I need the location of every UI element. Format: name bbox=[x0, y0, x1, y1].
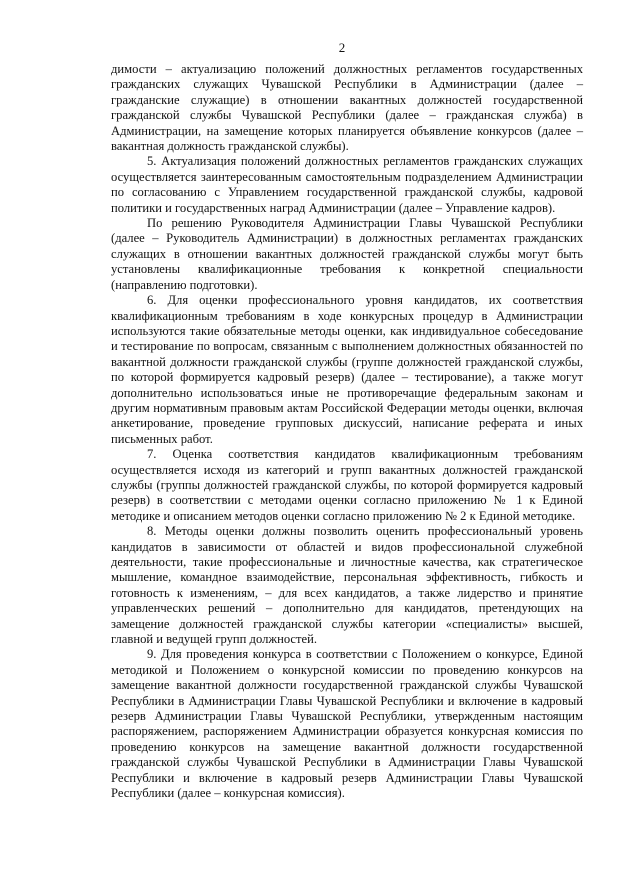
paragraph-6: 6. Для оценки профессионального уровня кандидатов, их соответствия квалификационным требованиям в ходе конкурсных процедур в Администрации используются такие обязательные методы оценки, как индивидуальное собеседование и тестирование по вопросам, связанным с выполнением должностных обязанностей по вакантной должности гражданской службы (группе должностей гражданской службы, по которой формируется кадровый резерв) (далее – тестирование), а также могут дополнительно использоваться иные не противоречащие федеральным законам и другим нормативным правовым актам Российской Федерации методы оценки, включая анкетирование, проведение групповых дискуссий, написание реферата и иных письменных работ. bbox=[111, 293, 583, 446]
paragraph-9: 9. Для проведения конкурса в соответствии с Положением о конкурсе, Единой методикой и Положением о конкурсной комиссии по проведению конкурсов на замещение вакантной должности государственной гражданской службы Чувашской Республики в Администрации Главы Чувашской Республики и включение в кадровый резерв Администрации Главы Чувашской Республики, утвержденным настоящим распоряжением, распоряжением Администрации образуется конкурсная комиссия по проведению конкурсов на замещение вакантной должности государственной гражданской службы Чувашской Республики в Администрации Главы Чувашской Республики и включение в кадровый резерв Администрации Главы Чувашской Республики (далее – конкурсная комиссия). bbox=[111, 647, 583, 801]
paragraph-7: 7. Оценка соответствия кандидатов квалификационным требованиям осуществляется исходя из категорий и групп вакантных должностей гражданской службы (группы должностей гражданской службы, по которой формируется кадровый резерв) в соответствии с методами оценки согласно приложению № 1 к Единой методике и описанием методов оценки согласно приложению № 2 к Единой методике. bbox=[111, 447, 583, 523]
paragraph-8: 8. Методы оценки должны позволить оценить профессиональный уровень кандидатов в зависимости от областей и видов профессиональной служебной деятельности, такие профессиональные и личностные качества, как стратегическое мышление, командное взаимодействие, персональная эффективность, гибкость и готовность к изменениям, – для всех кандидатов, а также лидерство и принятие управленческих решений – дополнительно для кандидатов, претендующих на замещение должностей гражданской службы категории «специалисты» высшей, главной и ведущей групп должностей. bbox=[111, 524, 583, 647]
page-number: 2 bbox=[338, 40, 346, 55]
paragraph-5: 5. Актуализация положений должностных регламентов гражданских служащих осуществляется заинтересованным самостоятельным подразделением Администрации по согласованию с Управлением государственной гражданской службы, кадровой политики и государственных наград Администрации (далее – Управление кадров). bbox=[111, 154, 583, 215]
paragraph-continuation: димости – актуализацию положений должностных регламентов государственных гражданских служащих Чувашской Республики в Администрации (далее – гражданские служащие) в отношении вакантных должностей государственной гражданской службы Чувашской Республики (далее – гражданская служба) в Администрации, на замещение которых планируется объявление конкурсов (далее – вакантная должность гражданской службы). bbox=[111, 62, 583, 154]
paragraph-5-decision: По решению Руководителя Администрации Главы Чувашской Республики (далее – Руководитель Администрации) в должностных регламентах гражданских служащих в отношении вакантных должностей гражданской службы могут быть установлены квалификационные требования к конкретной специальности (направлению подготовки). bbox=[111, 216, 583, 292]
